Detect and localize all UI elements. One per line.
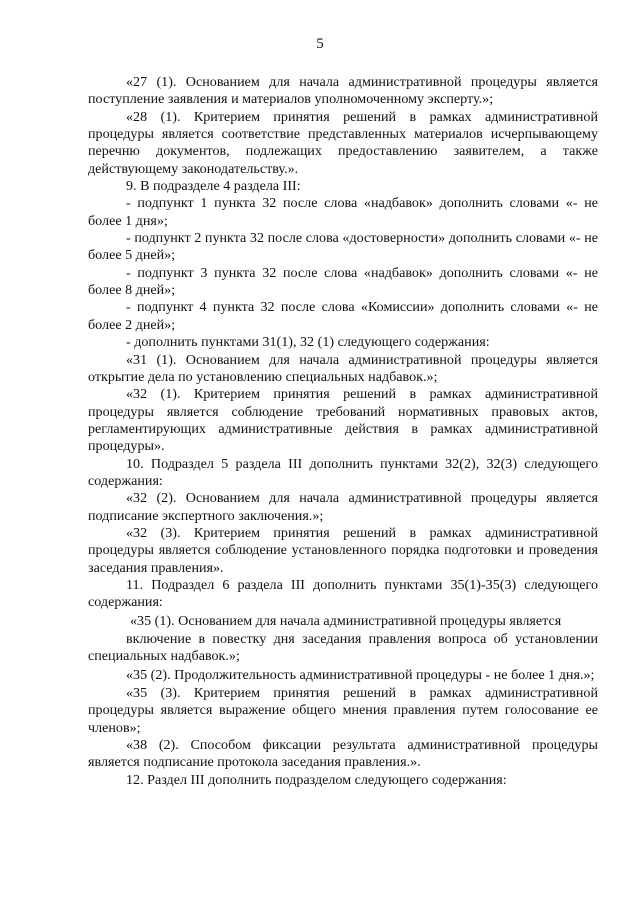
- paragraph-31-1: «31 (1). Основанием для начала административной процедуры является открытие дела по установлению специальных надбавок.»;: [88, 351, 598, 385]
- paragraph-35-2: «35 (2). Продолжительность административной процедуры - не более 1 дня.»;: [126, 666, 595, 683]
- item-9-addition: - дополнить пунктами 31(1), 32 (1) следующего содержания:: [126, 334, 490, 351]
- item-12-heading: 12. Раздел III дополнить подразделом следующего содержания:: [126, 771, 507, 788]
- paragraph-35-3: «35 (3). Критерием принятия решений в рамках административной процедуры является выражение общего мнения правления путем голосование ее членов»;: [88, 685, 598, 736]
- item-9-subpoint-4: - подпункт 4 пункта 32 после слова «Комиссии» дополнить словами «- не более 2 дней»;: [88, 299, 598, 333]
- item-9-subpoint-2: - подпункт 2 пункта 32 после слова «достоверности» дополнить словами «- не более 5 дней»;: [88, 230, 598, 264]
- item-9-subpoint-1: - подпункт 1 пункта 32 после слова «надбавок» дополнить словами «- не более 1 дня»;: [88, 195, 598, 229]
- item-9-subpoint-3: - подпункт 3 пункта 32 после слова «надбавок» дополнить словами «- не более 8 дней»;: [88, 264, 598, 299]
- paragraph-35-1-continuation: включение в повестку дня заседания правления вопроса об установлении специальных надбавок.»;: [88, 631, 598, 665]
- paragraph-27-1: «27 (1). Основанием для начала административной процедуры является поступление заявления и материалов уполномоченному эксперту.»;: [88, 74, 598, 108]
- paragraph-38-2: «38 (2). Способом фиксации результата административной процедуры является подписание протокола заседания правления.».: [88, 737, 598, 771]
- paragraph-32-3: «32 (3). Критерием принятия решений в рамках административной процедуры является соблюдение установленного порядка подготовки и проведения заседания правления».: [88, 524, 598, 576]
- page-number: 5: [316, 36, 324, 52]
- paragraph-32-2: «32 (2). Основанием для начала административной процедуры является подписание экспертного заключения.»;: [88, 490, 598, 524]
- item-10-heading: 10. Подраздел 5 раздела III дополнить пунктами 32(2), 32(3) следующего содержания:: [88, 455, 598, 489]
- item-9-heading: 9. В подразделе 4 раздела III:: [126, 178, 301, 195]
- paragraph-28-1: «28 (1). Критерием принятия решений в рамках административной процедуры является соответствие представленных материалов исчерпывающему перечню документов, подлежащих предоставлению заявителем, а также действующему законодательству.».: [88, 108, 598, 177]
- paragraph-32-1: «32 (1). Критерием принятия решений в рамках административной процедуры является соблюдение требований нормативных правовых актов, регламентирующих административные действия в рамках административной процедуры».: [88, 386, 598, 455]
- item-11-heading: 11. Подраздел 6 раздела III дополнить пунктами 35(1)-35(3) следующего содержания:: [88, 576, 598, 611]
- document-body: [88, 74, 598, 789]
- paragraph-35-1-start: «35 (1). Основанием для начала административной процедуры является: [130, 612, 562, 629]
